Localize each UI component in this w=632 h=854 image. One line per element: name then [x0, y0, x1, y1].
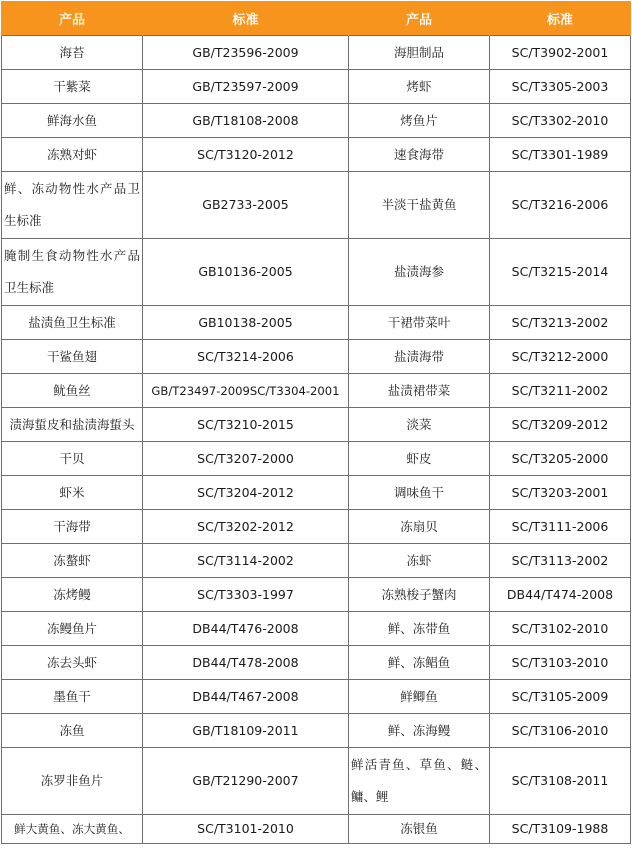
product-cell: 海苔: [2, 36, 143, 70]
standard-cell: SC/T3209-2012: [490, 408, 631, 442]
standard-cell: SC/T3120-2012: [143, 138, 349, 172]
standard-cell: DB44/T476-2008: [143, 612, 349, 646]
standard-cell: SC/T3301-1989: [490, 138, 631, 172]
product-cell: 渍海蜇皮和盐渍海蜇头: [2, 408, 143, 442]
standard-cell: SC/T3101-2010: [143, 815, 349, 844]
product-cell: 调味鱼干: [349, 476, 490, 510]
product-cell: 冻熟对虾: [2, 138, 143, 172]
table-row: [2, 544, 631, 578]
product-cell: 鲜、冻海鳗: [349, 714, 490, 748]
table-row: [2, 239, 631, 306]
product-cell: 冻银鱼: [349, 815, 490, 844]
table-row: [2, 815, 631, 844]
header-product-2: 产品: [349, 1, 490, 36]
header-standard-1: 标准: [143, 1, 349, 36]
standard-cell: SC/T3108-2011: [490, 748, 631, 815]
standard-cell: SC/T3213-2002: [490, 306, 631, 340]
standard-cell: SC/T3205-2000: [490, 442, 631, 476]
standard-cell: SC/T3113-2002: [490, 544, 631, 578]
product-cell: 冻螯虾: [2, 544, 143, 578]
table-row: [2, 476, 631, 510]
product-cell: 冻鱼: [2, 714, 143, 748]
product-cell: 冻鳗鱼片: [2, 612, 143, 646]
table-row: [2, 408, 631, 442]
standards-table: [1, 1, 631, 844]
product-cell: 冻熟梭子蟹肉: [349, 578, 490, 612]
product-cell: 干贝: [2, 442, 143, 476]
standard-cell: SC/T3207-2000: [143, 442, 349, 476]
product-cell: 海胆制品: [349, 36, 490, 70]
product-cell: 冻烤鳗: [2, 578, 143, 612]
product-cell: 腌制生食动物性水产品卫生标准: [2, 239, 143, 306]
standard-cell: SC/T3203-2001: [490, 476, 631, 510]
standard-cell: SC/T3202-2012: [143, 510, 349, 544]
standard-cell: GB/T23497-2009SC/T3304-2001: [143, 374, 349, 408]
product-cell: 盐渍海参: [349, 239, 490, 306]
table-row: [2, 748, 631, 815]
table-row: [2, 510, 631, 544]
product-cell: 冻扇贝: [349, 510, 490, 544]
table-row: [2, 612, 631, 646]
product-cell: 墨鱼干: [2, 680, 143, 714]
table-row: [2, 714, 631, 748]
product-cell: 鲜、冻鲳鱼: [349, 646, 490, 680]
table-row: [2, 442, 631, 476]
standard-cell: DB44/T467-2008: [143, 680, 349, 714]
standard-cell: SC/T3211-2002: [490, 374, 631, 408]
product-cell: 鲜活青鱼、草鱼、鲢、鳙、鲤: [349, 748, 490, 815]
product-cell: 鲜、冻动物性水产品卫生标准: [2, 172, 143, 239]
standard-cell: SC/T3103-2010: [490, 646, 631, 680]
standard-cell: SC/T3210-2015: [143, 408, 349, 442]
product-cell: 鲜大黄鱼、冻大黄鱼、: [2, 815, 143, 844]
standard-cell: SC/T3902-2001: [490, 36, 631, 70]
product-cell: 冻罗非鱼片: [2, 748, 143, 815]
standard-cell: DB44/T474-2008: [490, 578, 631, 612]
standard-cell: SC/T3214-2006: [143, 340, 349, 374]
table-row: [2, 680, 631, 714]
product-cell: 淡菜: [349, 408, 490, 442]
product-cell: 干鲨鱼翅: [2, 340, 143, 374]
standard-cell: SC/T3305-2003: [490, 70, 631, 104]
product-cell: 干海带: [2, 510, 143, 544]
product-cell: 鲜、冻带鱼: [349, 612, 490, 646]
product-cell: 虾皮: [349, 442, 490, 476]
standard-cell: SC/T3106-2010: [490, 714, 631, 748]
standard-cell: SC/T3212-2000: [490, 340, 631, 374]
standard-cell: GB10136-2005: [143, 239, 349, 306]
table-row: [2, 36, 631, 70]
standard-cell: SC/T3114-2002: [143, 544, 349, 578]
standard-cell: SC/T3204-2012: [143, 476, 349, 510]
product-cell: 速食海带: [349, 138, 490, 172]
standard-cell: SC/T3102-2010: [490, 612, 631, 646]
table-row: [2, 578, 631, 612]
standard-cell: SC/T3303-1997: [143, 578, 349, 612]
product-cell: 鲜鲫鱼: [349, 680, 490, 714]
product-cell: 烤虾: [349, 70, 490, 104]
product-cell: 半淡干盐黄鱼: [349, 172, 490, 239]
standard-cell: DB44/T478-2008: [143, 646, 349, 680]
table-row: [2, 306, 631, 340]
standard-cell: SC/T3216-2006: [490, 172, 631, 239]
table-row: [2, 104, 631, 138]
standard-cell: GB/T18109-2011: [143, 714, 349, 748]
standard-cell: GB2733-2005: [143, 172, 349, 239]
table-row: [2, 374, 631, 408]
standard-cell: SC/T3302-2010: [490, 104, 631, 138]
product-cell: 盐渍裙带菜: [349, 374, 490, 408]
product-cell: 鲜海水鱼: [2, 104, 143, 138]
standard-cell: GB10138-2005: [143, 306, 349, 340]
table-row: [2, 340, 631, 374]
standard-cell: SC/T3215-2014: [490, 239, 631, 306]
product-cell: 冻去头虾: [2, 646, 143, 680]
standard-cell: GB/T23596-2009: [143, 36, 349, 70]
product-cell: 鱿鱼丝: [2, 374, 143, 408]
header-product-1: 产品: [2, 1, 143, 36]
standard-cell: SC/T3109-1988: [490, 815, 631, 844]
standard-cell: SC/T3111-2006: [490, 510, 631, 544]
standard-cell: GB/T21290-2007: [143, 748, 349, 815]
standard-cell: GB/T23597-2009: [143, 70, 349, 104]
table-header-row: [2, 1, 631, 36]
product-cell: 盐渍鱼卫生标准: [2, 306, 143, 340]
product-cell: 虾米: [2, 476, 143, 510]
table-row: [2, 70, 631, 104]
table-row: [2, 646, 631, 680]
standard-cell: GB/T18108-2008: [143, 104, 349, 138]
table-row: [2, 172, 631, 239]
product-cell: 干裙带菜叶: [349, 306, 490, 340]
product-cell: 冻虾: [349, 544, 490, 578]
table-row: [2, 138, 631, 172]
product-cell: 烤鱼片: [349, 104, 490, 138]
product-cell: 盐渍海带: [349, 340, 490, 374]
product-cell: 干紫菜: [2, 70, 143, 104]
standard-cell: SC/T3105-2009: [490, 680, 631, 714]
header-standard-2: 标准: [490, 1, 631, 36]
